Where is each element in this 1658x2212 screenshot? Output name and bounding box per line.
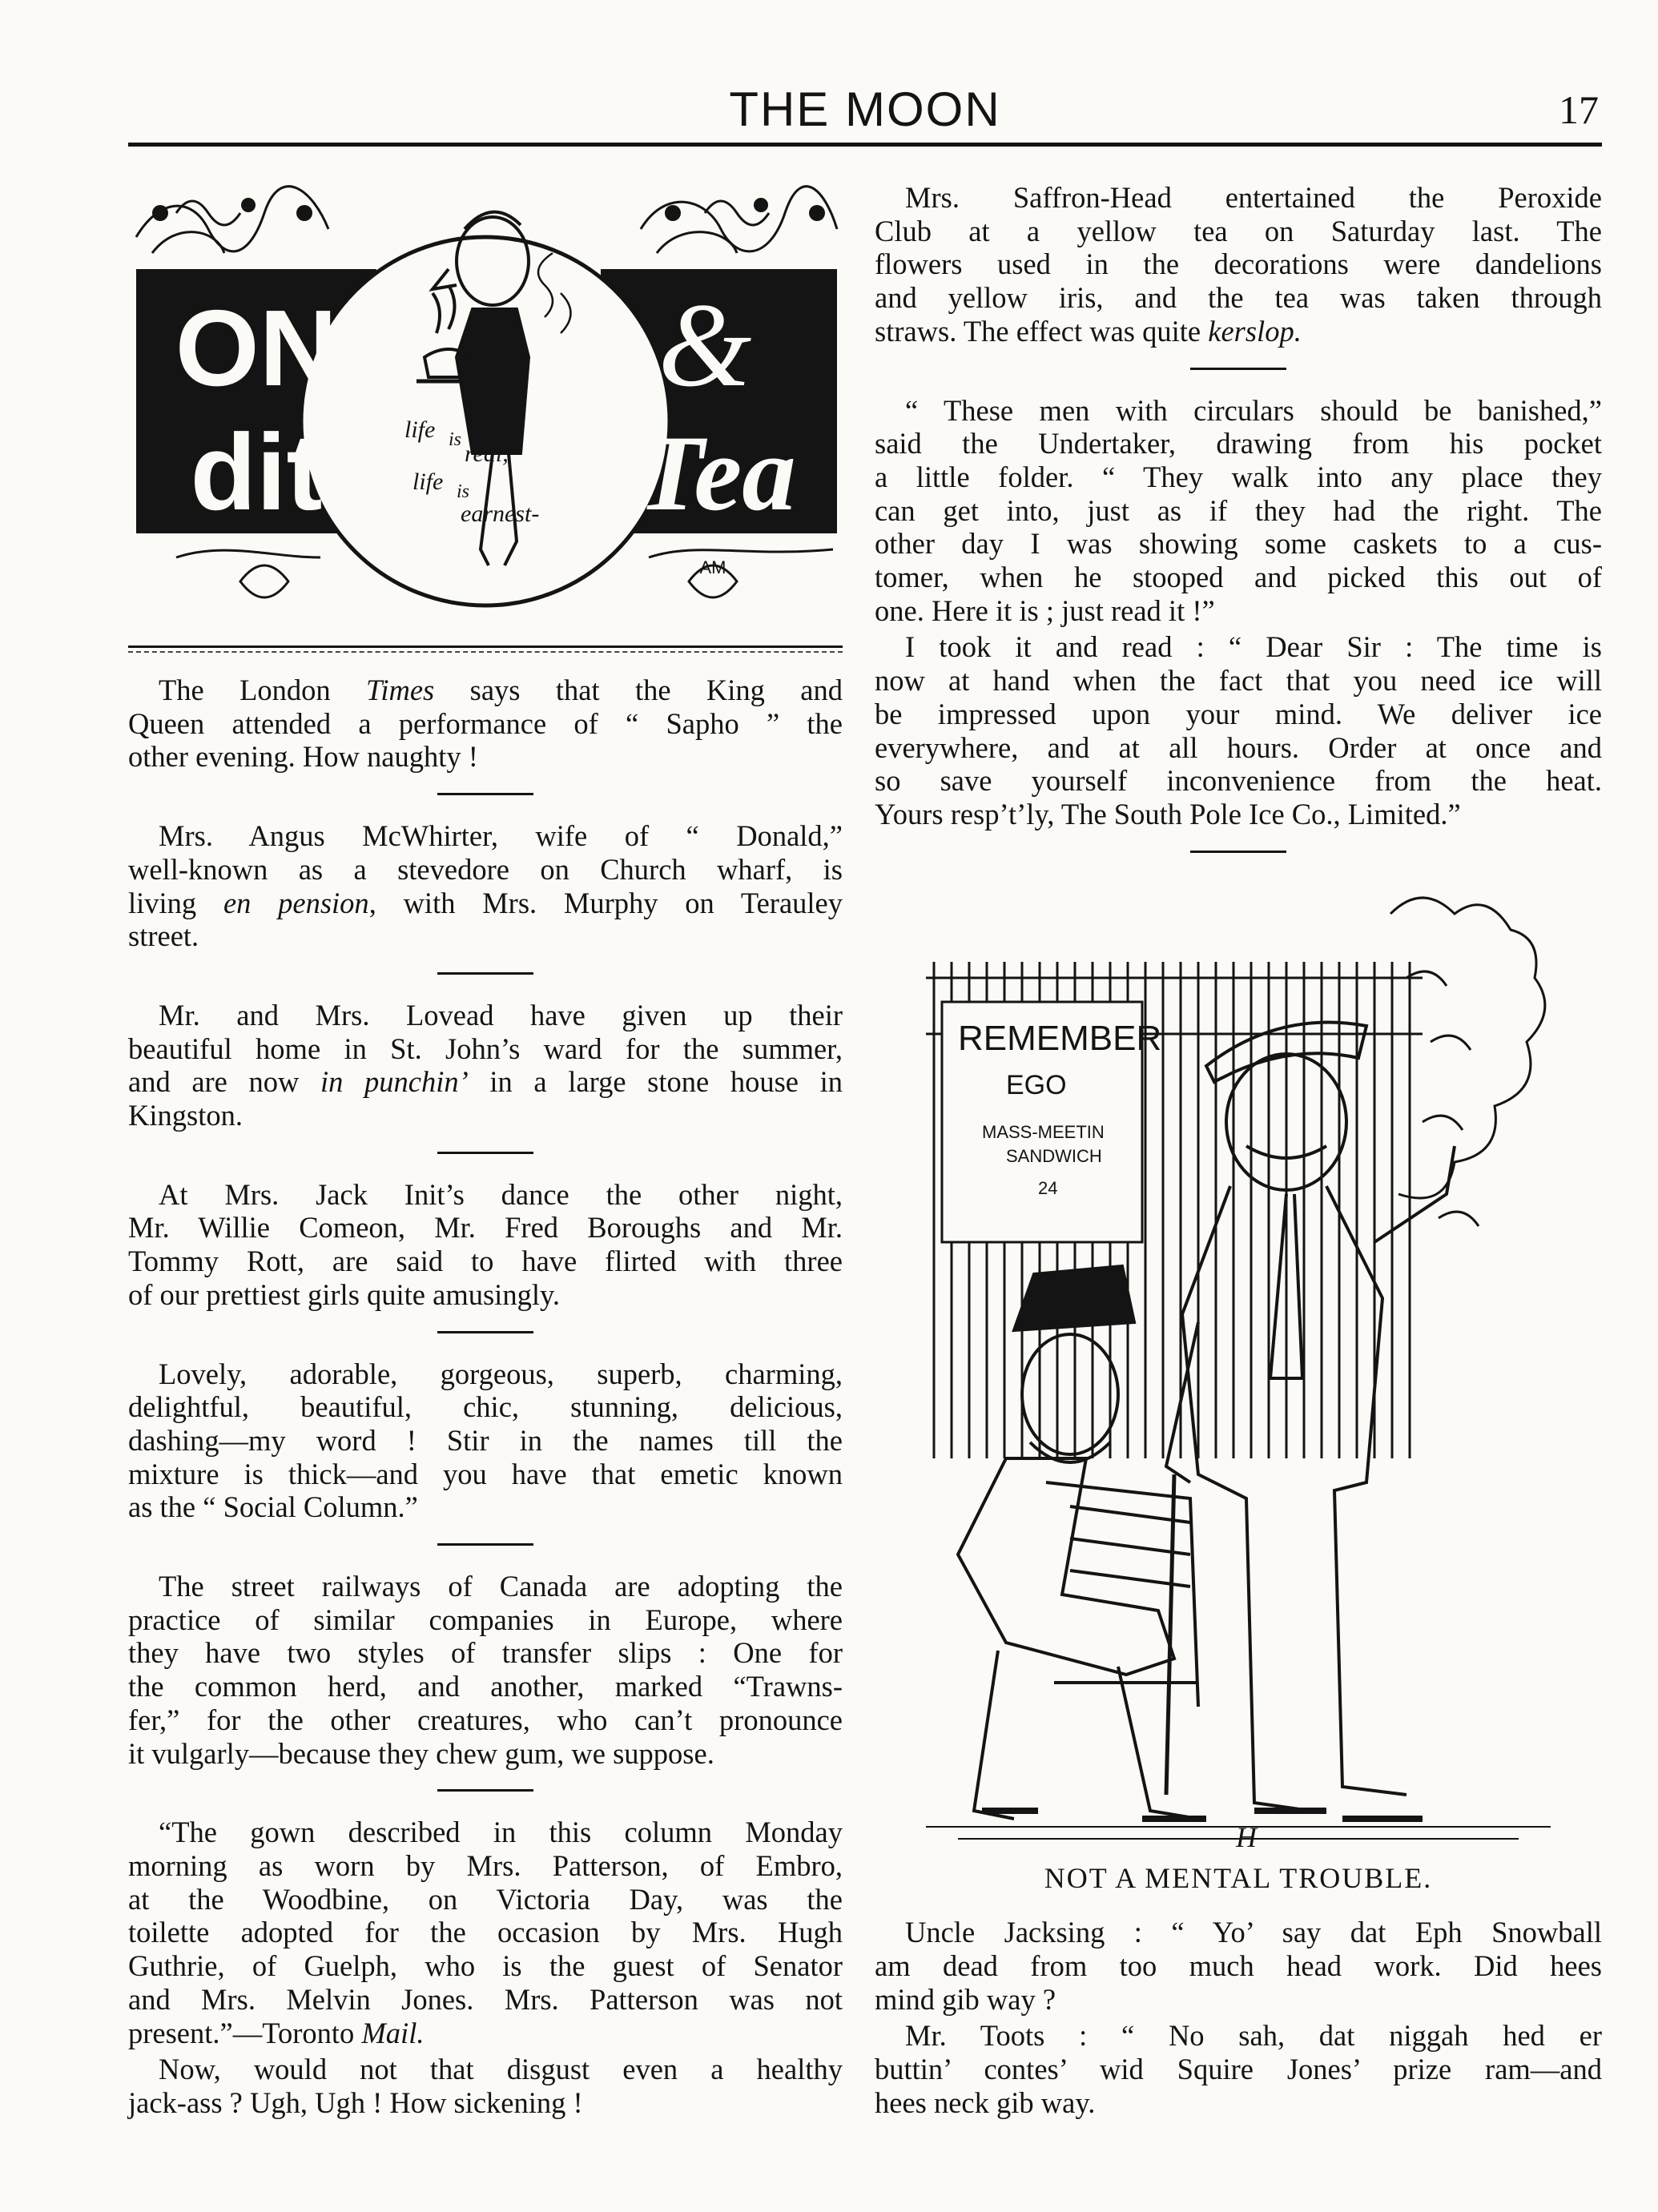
paragraph-separator — [437, 1543, 533, 1546]
text-line: Lovely, adorable, gorgeous, superb, charming, — [159, 1357, 843, 1390]
text-line: dashing—my word ! Stir in the names till the — [128, 1423, 843, 1457]
cartoon-dialogue — [875, 1916, 1602, 2119]
header-rule — [128, 143, 1602, 147]
text-line: flowers used in the decorations were dandelions — [875, 247, 1602, 281]
poster-line: MASS-MEETIN — [982, 1121, 1105, 1142]
text-line: everywhere, and at all hours. Order at once and — [875, 730, 1602, 764]
text-line: Mr. and Mrs. Lovead have given up their — [159, 998, 843, 1032]
italic-text: in punchin’ — [320, 1065, 469, 1099]
text-line: Kingston. — [128, 1099, 243, 1132]
text-line: jack-ass ? Ugh, Ugh ! How sickening ! — [128, 2085, 583, 2119]
text-line: delightful, beautiful, chic, stunning, delicious, — [128, 1390, 843, 1424]
text-line: one. Here it is ; just read it !” — [875, 593, 1215, 627]
left-column-paragraph — [128, 1178, 843, 1312]
paragraph-separator — [437, 1331, 533, 1333]
italic-text: Times — [366, 674, 435, 706]
text-line: and yellow iris, and the tea was taken through — [875, 281, 1602, 315]
text-line: Uncle Jacksing : “ Yo’ say dat Eph Snowball — [905, 1916, 1602, 1949]
dialogue-paragraph — [875, 2019, 1602, 2119]
text-line: they have two styles of transfer slips : One for — [128, 1636, 843, 1670]
left-column-paragraph — [128, 2053, 843, 2119]
text-line: Mr. Toots : “ No sah, dat niggah hed er — [905, 2019, 1602, 2053]
text-line: Guthrie, of Guelph, who is the guest of Senator — [128, 1949, 843, 1983]
text-line: Tommy Rott, are said to have flirted with three — [128, 1245, 843, 1278]
section-separator — [1190, 851, 1286, 853]
bushes — [1390, 898, 1545, 1226]
text-line: it vulgarly—because they chew gum, we suppose. — [128, 1736, 714, 1770]
right-column-paragraph — [875, 630, 1602, 831]
text-line: I took it and read : “ Dear Sir : The time is — [905, 630, 1602, 664]
cartoon-illustration — [910, 882, 1567, 1851]
text-line: The street railways of Canada are adopting the — [159, 1570, 843, 1603]
text-line: Queen attended a performance of “ Sapho ” the — [128, 706, 843, 740]
text-line: buttin’ contes’ wid Squire Jones’ prize ram—and — [875, 2053, 1602, 2086]
paragraph-separator — [1190, 368, 1286, 370]
text-line: now at hand when the fact that you need ice will — [875, 664, 1602, 698]
left-column-paragraph — [128, 999, 843, 1132]
left-column-paragraph — [128, 1816, 843, 2049]
text-line: well-known as a stevedore on Church wharf, is — [128, 852, 843, 886]
text-line: mind gib way ? — [875, 1982, 1056, 2016]
text-line: can get into, just as if they had the right. The — [875, 493, 1602, 527]
text-line: as the “ Social Column.” — [128, 1490, 418, 1524]
text-line: practice of similar companies in Europe, where — [128, 1603, 843, 1636]
paragraph-separator — [437, 793, 533, 795]
ampersand-letter: & — [658, 279, 752, 412]
text-line: other day I was showing some caskets to a cus- — [875, 527, 1602, 561]
left-column-paragraph — [128, 1570, 843, 1770]
motto-word: life — [404, 416, 436, 443]
text-line: other evening. How naughty ! — [128, 740, 478, 774]
text-line: fer,” for the other creatures, who can’t pronounce — [128, 1703, 843, 1736]
artist-monogram: AM — [699, 557, 726, 577]
heading-illustration-svg — [128, 181, 843, 634]
right-column-paragraph — [875, 394, 1602, 628]
text-line: tomer, when he stooped and picked this out of — [875, 561, 1602, 594]
paragraph-separator — [437, 972, 533, 975]
on-dit-and-tea-heading-illustration — [128, 181, 843, 634]
text-line: beautiful home in St. John’s ward for the summer, — [128, 1032, 843, 1065]
text-line: toilette adopted for the occasion by Mrs. Hugh — [128, 1916, 843, 1949]
right-column-paragraph — [875, 181, 1602, 348]
left-column — [128, 181, 843, 2120]
text-line: hees neck gib way. — [875, 2085, 1096, 2119]
text-line: Yours resp’t’ly, The South Pole Ice Co., Limited.” — [875, 797, 1461, 831]
text-line: “The gown described in this column Monday — [159, 1816, 843, 1849]
page-number: 17 — [1559, 87, 1599, 132]
text-line: be impressed upon your mind. We deliver ice — [875, 697, 1602, 730]
text-line: Now, would not that disgust even a healthy — [159, 2053, 843, 2086]
text-line: am dead from too much head work. Did hees — [875, 1949, 1602, 1983]
paragraph-separator — [437, 1789, 533, 1792]
poster-line: 24 — [1038, 1177, 1058, 1198]
text-line: at the Woodbine, on Victoria Day, was the — [128, 1882, 843, 1916]
dialogue-paragraph — [875, 1916, 1602, 2016]
italic-text: Mail. — [361, 2016, 425, 2049]
text-line: mixture is thick—and you have that emetic known — [128, 1457, 843, 1490]
text-line: and Mrs. Melvin Jones. Mrs. Patterson was not — [128, 1982, 843, 2016]
publication-title: THE MOON — [729, 82, 1001, 136]
text-line: Club at a yellow tea on Saturday last. The — [875, 214, 1602, 247]
poster-line: SANDWICH — [1006, 1145, 1102, 1166]
motto-word: life — [412, 469, 444, 495]
page-header — [128, 77, 1602, 143]
text-line: morning as worn by Mrs. Patterson, of Embro, — [128, 1848, 843, 1882]
motto-word: earnest- — [461, 501, 540, 527]
paragraph-separator — [437, 1152, 533, 1154]
text-line: Mrs. Saffron-Head entertained the Peroxide — [905, 181, 1602, 214]
standing-man-mr-toots — [1166, 1022, 1455, 1818]
left-column-paragraph — [128, 674, 843, 774]
poster-line: REMEMBER — [958, 1018, 1162, 1058]
heading-rule — [128, 646, 843, 648]
text-line: “ These men with circulars should be banished,” — [905, 393, 1602, 427]
text-line: living en pension, with Mrs. Murphy on Terauley — [128, 886, 843, 919]
artist-signature: H — [1236, 1820, 1257, 1851]
text-line: the common herd, and another, marked “Trawns- — [128, 1670, 843, 1703]
text-line: of our prettiest girls quite amusingly. — [128, 1277, 560, 1311]
motto-word: real, — [465, 440, 509, 467]
cartoon-svg — [910, 882, 1567, 1851]
left-column-items — [128, 674, 843, 2120]
text-line: present.”—Toronto Mail. — [128, 2016, 425, 2049]
poster-line: EGO — [1006, 1069, 1067, 1100]
cartoon-caption: NOT A MENTAL TROUBLE. — [1044, 1861, 1433, 1894]
text-line: The London Times says that the King and — [159, 674, 843, 706]
italic-text: en pension — [223, 886, 369, 919]
text-line: a little folder. “ They walk into any place they — [875, 460, 1602, 493]
text-line: and are now in punchin’ in a large stone house in — [128, 1065, 843, 1099]
text-line: Mr. Willie Comeon, Mr. Fred Boroughs and Mr. — [128, 1211, 843, 1245]
dit-letters: dit — [190, 412, 323, 533]
text-line: At Mrs. Jack Init’s dance the other night, — [159, 1177, 843, 1211]
text-line: said the Undertaker, drawing from his pocket — [875, 427, 1602, 460]
right-column-items — [875, 181, 1602, 831]
text-line: so save yourself inconvenience from the heat. — [875, 764, 1602, 798]
on-letters: ON — [175, 288, 338, 408]
motto-word: is — [457, 481, 470, 502]
tea-letters: Tea — [638, 414, 796, 533]
left-column-paragraph — [128, 1357, 843, 1525]
text-line: street. — [128, 919, 199, 953]
left-column-paragraph — [128, 819, 843, 953]
right-column — [875, 181, 1602, 2120]
motto-word: is — [449, 429, 462, 450]
italic-text: kerslop. — [1208, 314, 1302, 348]
heading-dashed-rule — [128, 651, 843, 653]
text-line: straws. The effect was quite kerslop. — [875, 314, 1302, 348]
text-line: Mrs. Angus McWhirter, wife of “ Donald,” — [159, 819, 843, 853]
